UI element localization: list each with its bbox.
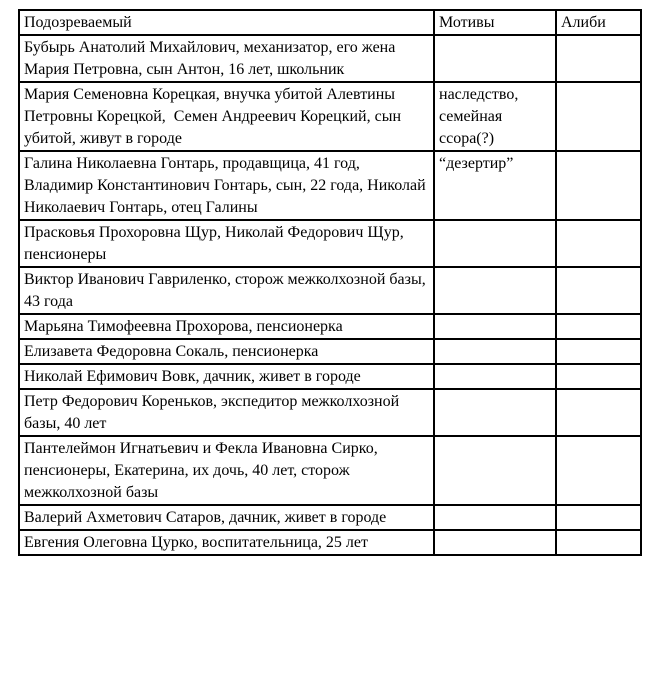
alibi-cell xyxy=(556,267,641,314)
column-header-suspect: Подозреваемый xyxy=(19,10,434,35)
header-row xyxy=(19,10,641,35)
alibi-cell xyxy=(556,339,641,364)
suspects-table xyxy=(18,9,642,556)
motive-cell: “дезертир” xyxy=(434,151,556,220)
table-row xyxy=(19,389,641,436)
alibi-cell xyxy=(556,220,641,267)
table-row xyxy=(19,220,641,267)
table-body xyxy=(19,35,641,555)
motive-cell: наследство, семейная ссора(?) xyxy=(434,82,556,151)
suspect-cell: Николай Ефимович Вовк, дачник, живет в городе xyxy=(19,364,434,389)
motive-cell xyxy=(434,339,556,364)
suspect-cell: Валерий Ахметович Сатаров, дачник, живет в городе xyxy=(19,505,434,530)
suspect-cell: Евгения Олеговна Цурко, воспитательница, 25 лет xyxy=(19,530,434,555)
suspect-cell: Виктор Иванович Гавриленко, сторож межколхозной базы, 43 года xyxy=(19,267,434,314)
table-row xyxy=(19,339,641,364)
alibi-cell xyxy=(556,314,641,339)
motive-cell xyxy=(434,505,556,530)
table-row xyxy=(19,267,641,314)
column-header-motive: Мотивы xyxy=(434,10,556,35)
suspect-cell: Елизавета Федоровна Сокаль, пенсионерка xyxy=(19,339,434,364)
alibi-cell xyxy=(556,35,641,82)
column-header-alibi: Алиби xyxy=(556,10,641,35)
motive-cell xyxy=(434,436,556,505)
suspect-cell: Мария Семеновна Корецкая, внучка убитой Алевтины Петровны Корецкой, Семен Андреевич Корецкий, сын убитой, живут в городе xyxy=(19,82,434,151)
motive-cell xyxy=(434,35,556,82)
suspect-cell: Петр Федорович Кореньков, экспедитор межколхозной базы, 40 лет xyxy=(19,389,434,436)
motive-cell xyxy=(434,530,556,555)
alibi-cell xyxy=(556,530,641,555)
alibi-cell xyxy=(556,364,641,389)
alibi-cell xyxy=(556,436,641,505)
suspect-cell: Прасковья Прохоровна Щур, Николай Федорович Щур, пенсионеры xyxy=(19,220,434,267)
motive-cell xyxy=(434,267,556,314)
motive-cell xyxy=(434,389,556,436)
alibi-cell xyxy=(556,389,641,436)
alibi-cell xyxy=(556,82,641,151)
table-row xyxy=(19,530,641,555)
suspect-cell: Пантелеймон Игнатьевич и Фекла Ивановна Сирко, пенсионеры, Екатерина, их дочь, 40 лет, сторож межколхозной базы xyxy=(19,436,434,505)
alibi-cell xyxy=(556,151,641,220)
suspect-cell: Марьяна Тимофеевна Прохорова, пенсионерка xyxy=(19,314,434,339)
motive-cell xyxy=(434,220,556,267)
suspect-cell: Галина Николаевна Гонтарь, продавщица, 41 год, Владимир Константинович Гонтарь, сын, 22 года, Николай Николаевич Гонтарь, отец Галины xyxy=(19,151,434,220)
motive-cell xyxy=(434,364,556,389)
table-row xyxy=(19,35,641,82)
table-row xyxy=(19,151,641,220)
alibi-cell xyxy=(556,505,641,530)
document-page xyxy=(18,9,642,556)
table-row xyxy=(19,364,641,389)
table-row xyxy=(19,436,641,505)
suspect-cell: Бубырь Анатолий Михайлович, механизатор, его жена Мария Петровна, сын Антон, 16 лет, школьник xyxy=(19,35,434,82)
motive-cell xyxy=(434,314,556,339)
table-row xyxy=(19,314,641,339)
table-row xyxy=(19,82,641,151)
table-row xyxy=(19,505,641,530)
